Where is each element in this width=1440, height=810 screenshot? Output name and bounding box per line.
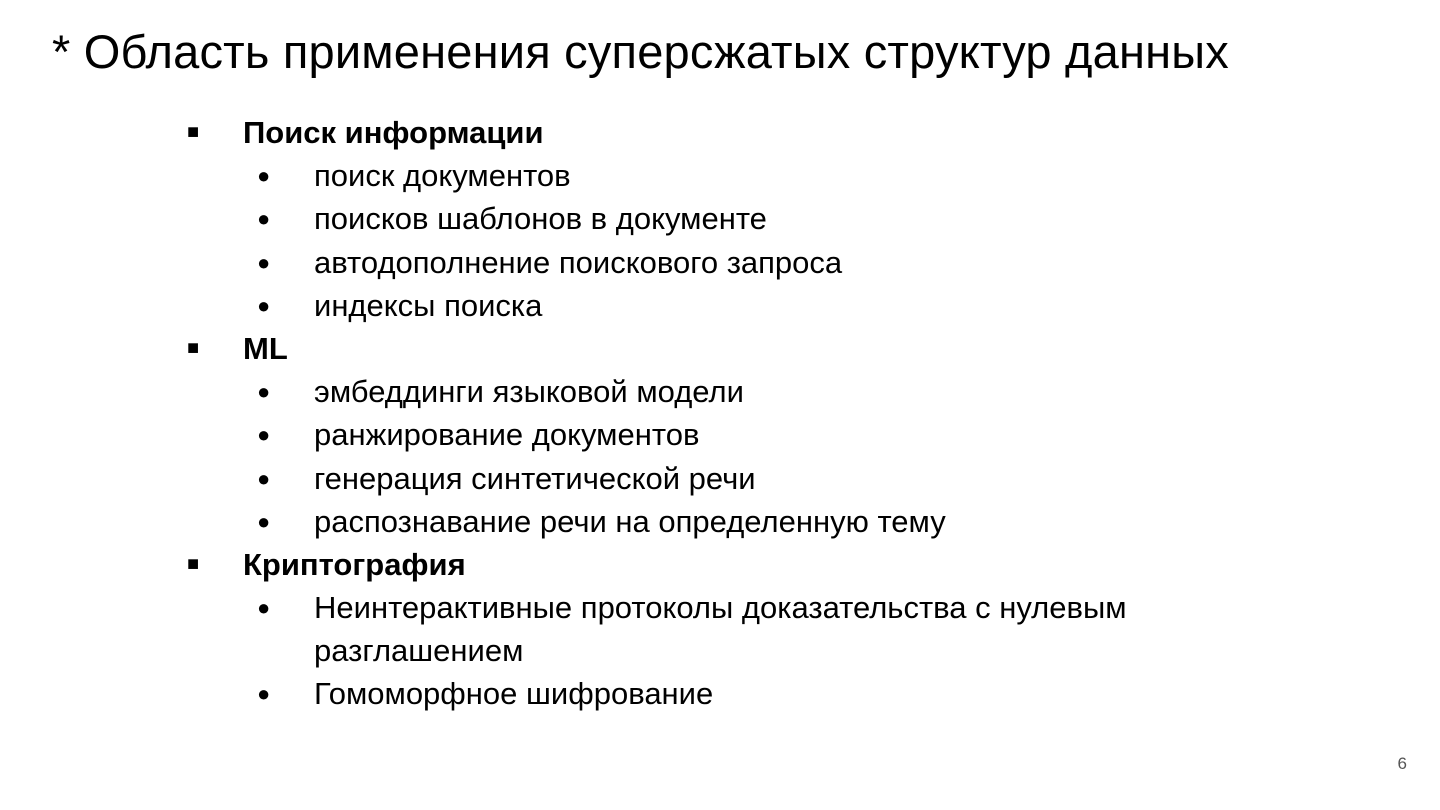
list-item-label: автодополнение поискового запроса	[314, 244, 843, 280]
list-item-label: поиск документов	[314, 158, 571, 194]
dot-bullet-icon: ●	[257, 249, 271, 275]
list-item-label: разглашением	[314, 633, 524, 669]
list-item-label: индексы поиска	[314, 287, 543, 323]
list-item-label: поисков шаблонов в документе	[314, 201, 767, 237]
dot-bullet-icon: ●	[257, 595, 271, 621]
dot-bullet-icon: ●	[257, 163, 271, 189]
list-item	[0, 672, 1440, 715]
dot-bullet-icon: ●	[257, 379, 271, 405]
list-item-label: распознавание речи на определенную тему	[314, 503, 946, 539]
section-heading-label: Поиск информации	[243, 115, 544, 150]
list-item	[0, 586, 1440, 629]
list-item	[0, 241, 1440, 284]
dot-bullet-icon: ●	[257, 465, 271, 491]
list-item	[0, 370, 1440, 413]
list-item	[0, 284, 1440, 327]
dot-bullet-icon: ●	[257, 206, 271, 232]
section-heading-crypto	[0, 543, 1440, 586]
square-bullet-icon: ■	[187, 121, 200, 143]
dot-bullet-icon: ●	[257, 681, 271, 707]
list-item-label: эмбеддинги языковой модели	[314, 374, 744, 410]
list-item-label: генерация синтетической речи	[314, 460, 756, 496]
dot-bullet-icon: ●	[257, 508, 271, 534]
page-number: 6	[1397, 754, 1407, 773]
list-item	[0, 197, 1440, 240]
dot-bullet-icon: ●	[257, 422, 271, 448]
list-item-continuation	[0, 629, 1440, 672]
square-bullet-icon: ■	[187, 552, 200, 575]
list-item-label: ранжирование документов	[314, 417, 700, 453]
list-item-label: Неинтерактивные протоколы доказательства с нулевым	[314, 590, 1127, 626]
section-heading-label: ML	[243, 330, 288, 366]
list-item-label: Гомоморфное шифрование	[314, 676, 714, 712]
section-heading-label: Криптография	[243, 546, 466, 582]
list-item	[0, 413, 1440, 456]
section-heading-ml	[0, 327, 1440, 370]
dot-bullet-icon: ●	[257, 292, 271, 318]
square-bullet-icon: ■	[187, 336, 200, 359]
list-item	[0, 154, 1440, 197]
list-item	[0, 500, 1440, 543]
section-heading-search	[0, 111, 1440, 154]
bullet-list	[0, 111, 1440, 716]
slide-title: * Область применения суперсжатых структур данных	[52, 25, 1229, 78]
list-item	[0, 457, 1440, 500]
